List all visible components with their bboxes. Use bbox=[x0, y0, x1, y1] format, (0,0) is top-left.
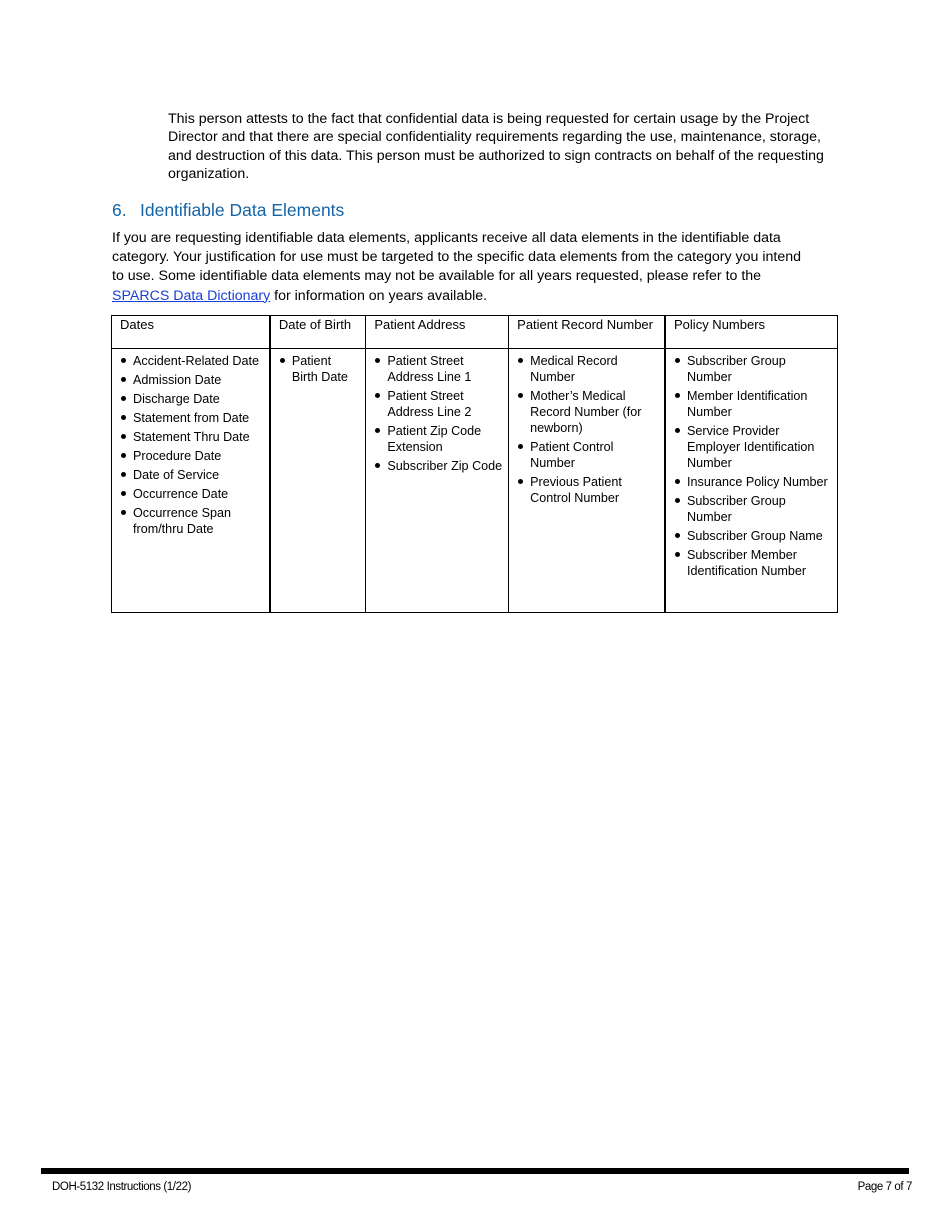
list-item: Subscriber Zip Code bbox=[374, 458, 502, 474]
table-header-row bbox=[112, 316, 838, 349]
list-item: Subscriber Group Name bbox=[674, 528, 831, 544]
list-item: Service Provider Employer Identification Number bbox=[674, 423, 831, 471]
column-header-dates: Dates bbox=[112, 316, 270, 349]
list-item: Medical Record Number bbox=[517, 353, 658, 385]
section-title: Identifiable Data Elements bbox=[140, 200, 345, 220]
patient-record-number-cell bbox=[509, 349, 665, 613]
list-item: Accident-Related Date bbox=[120, 353, 263, 369]
patient-address-cell bbox=[366, 349, 509, 613]
list-item: Member Identification Number bbox=[674, 388, 831, 420]
dates-list bbox=[120, 353, 263, 537]
list-item: Subscriber Group Number bbox=[674, 493, 831, 525]
list-item: Statement from Date bbox=[120, 410, 263, 426]
column-header-patient-record-number: Patient Record Number bbox=[509, 316, 665, 349]
section-number: 6. bbox=[112, 200, 127, 220]
list-item: Subscriber Member Identification Number bbox=[674, 547, 831, 579]
list-item: Patient Street Address Line 1 bbox=[374, 353, 502, 385]
list-item: Patient Control Number bbox=[517, 439, 658, 471]
table-row bbox=[112, 349, 838, 613]
list-item: Statement Thru Date bbox=[120, 429, 263, 445]
list-item: Admission Date bbox=[120, 372, 263, 388]
list-item: Date of Service bbox=[120, 467, 263, 483]
section-intro bbox=[112, 229, 802, 306]
list-item: Subscriber Group Number bbox=[674, 353, 831, 385]
column-header-policy-numbers: Policy Numbers bbox=[665, 316, 837, 349]
list-item: Discharge Date bbox=[120, 391, 263, 407]
policy-numbers-list bbox=[674, 353, 831, 579]
section-heading bbox=[112, 200, 344, 221]
list-item: Patient Birth Date bbox=[279, 353, 360, 385]
list-item: Occurrence Span from/thru Date bbox=[120, 505, 263, 537]
patient-address-list bbox=[374, 353, 502, 474]
column-header-date-of-birth: Date of Birth bbox=[270, 316, 366, 349]
date-of-birth-cell bbox=[270, 349, 366, 613]
list-item: Occurrence Date bbox=[120, 486, 263, 502]
footer-divider bbox=[41, 1168, 909, 1174]
sparcs-data-dictionary-link[interactable]: SPARCS Data Dictionary bbox=[112, 287, 271, 304]
identifiable-data-elements-table bbox=[111, 315, 838, 613]
list-item: Patient Street Address Line 2 bbox=[374, 388, 502, 420]
list-item: Previous Patient Control Number bbox=[517, 474, 658, 506]
column-header-patient-address: Patient Address bbox=[366, 316, 509, 349]
page-number: Page 7 of 7 bbox=[857, 1181, 912, 1193]
intro-text-start: If you are requesting identifiable data elements, applicants receive all data elements in the identifiable data category. Your justification for use must be targeted to the specific data elements from the category you intend to use. Some identifiable data elements may not be available for all years requested, please refer to the bbox=[112, 230, 802, 285]
dates-cell bbox=[112, 349, 270, 613]
form-identifier: DOH-5132 Instructions (1/22) bbox=[52, 1181, 192, 1193]
attestation-paragraph: This person attests to the fact that confidential data is being requested for certain usage by the Project Director and that there are special confidentiality requirements regarding the use, maintenance, storage, and destruction of this data. This person must be authorized to sign contracts on behalf of the requesting organization. bbox=[168, 111, 824, 182]
intro-text-end: for information on years available. bbox=[270, 287, 488, 304]
policy-numbers-cell bbox=[665, 349, 837, 613]
list-item: Insurance Policy Number bbox=[674, 474, 831, 490]
list-item: Patient Zip Code Extension bbox=[374, 423, 502, 455]
list-item: Mother’s Medical Record Number (for newborn) bbox=[517, 388, 658, 436]
list-item: Procedure Date bbox=[120, 448, 263, 464]
date-of-birth-list bbox=[279, 353, 360, 385]
patient-record-number-list bbox=[517, 353, 658, 506]
